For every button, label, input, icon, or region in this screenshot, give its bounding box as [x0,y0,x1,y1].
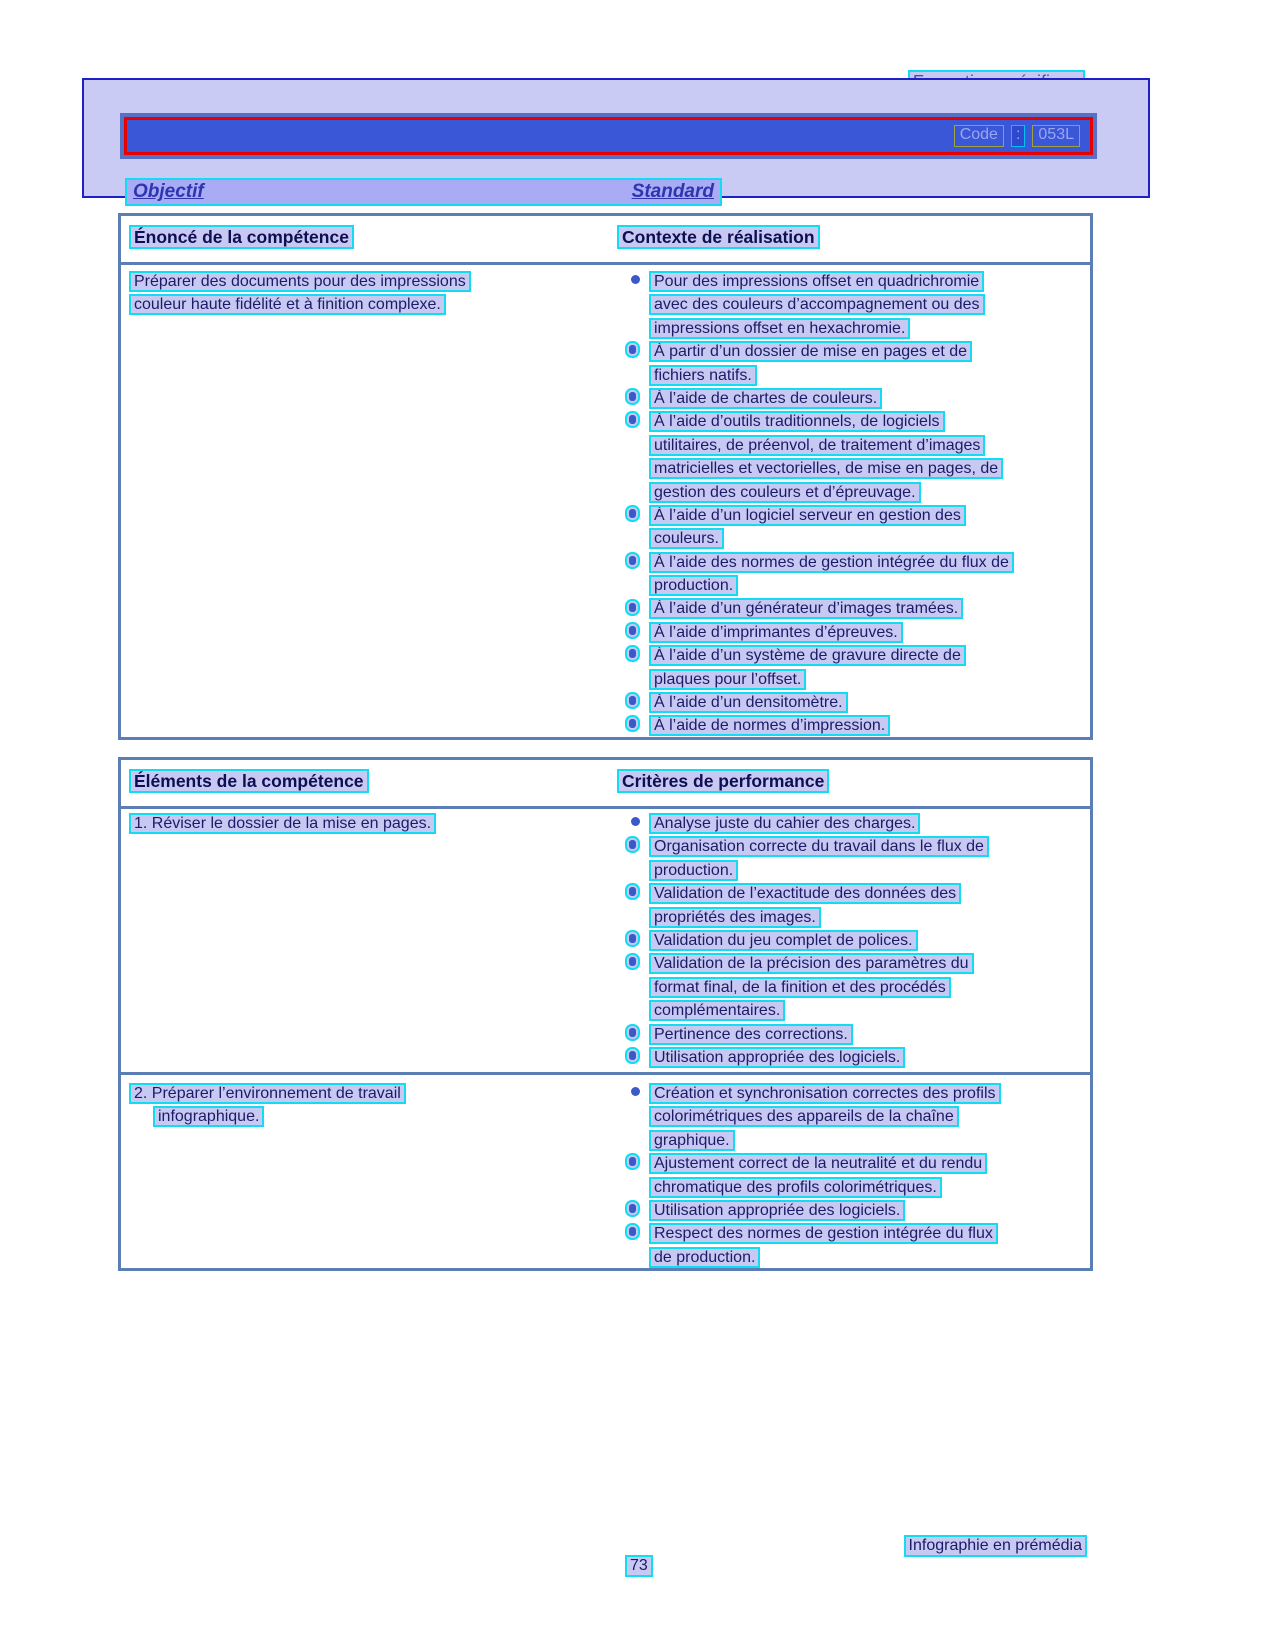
highlighted-text: format final, de la finition et des procédés [651,979,949,996]
table1-left-cell [131,270,469,317]
code-banner [120,113,1097,159]
table1-col2-header: Contexte de réalisation [619,227,818,247]
highlighted-text: À l’aide de chartes de couleurs. [651,390,880,407]
bullet-dot-icon [629,392,636,401]
bullet-dot-icon [629,957,636,966]
highlighted-text: Pertinence des corrections. [651,1026,851,1043]
text-line [619,293,1012,316]
bullet-dot-icon [629,840,636,849]
text-line [619,1199,999,1222]
standard-label: Standard [631,181,714,202]
bullet-cell [619,340,651,363]
highlighted-text: Validation du jeu complet de polices. [651,932,916,949]
bullet-cell [619,504,651,527]
bullet-cell [619,1199,651,1222]
text-line [619,481,1012,504]
highlighted-text: À l’aide d’un système de gravure directe de [651,647,964,664]
bullet-cell [619,1082,651,1105]
text-line [619,410,1012,433]
highlighted-text: production. [651,577,736,594]
highlighted-text: Ajustement correct de la neutralité et du rendu [651,1155,985,1172]
highlighted-text: Préparer des documents pour des impressions [131,273,469,290]
bullet-dot-icon [629,626,636,635]
bullet-dot-icon [629,696,636,705]
text-line [619,317,1012,340]
bullet-dot-icon [629,415,636,424]
title-box [82,78,1150,202]
highlighted-text: colorimétriques des appareils de la chaîne [651,1108,957,1125]
text-line [619,835,987,858]
bullet-dot-icon [631,275,640,284]
highlighted-text: À l’aide des normes de gestion intégrée du flux de [651,554,1012,571]
highlighted-text: matricielles et vectorielles, de mise en pages, de [651,460,1001,477]
text-line [619,621,1012,644]
text-line [131,1082,404,1105]
bullet-cell [619,1222,651,1245]
bullet-dot-icon [631,1087,640,1096]
bullet-cell [619,1152,651,1175]
highlighted-text: À partir d’un dossier de mise en pages et de [651,343,970,360]
bullet-dot-icon [629,934,636,943]
text-line [619,859,987,882]
text-line [619,999,987,1022]
text-line [619,527,1012,550]
text-line [619,457,1012,480]
text-line [619,1222,999,1245]
page-number: 73 [627,1557,651,1575]
bullet-dot-icon [629,1028,636,1037]
text-line [619,691,1012,714]
table2-row1-left-cell [131,812,434,835]
highlighted-text: À l’aide d’un densitomètre. [651,694,846,711]
bullet-cell [619,1023,651,1046]
highlighted-text: Analyse juste du cahier des charges. [651,815,918,832]
bullet-dot-icon [629,1051,636,1060]
highlighted-text: complémentaires. [651,1002,783,1019]
highlighted-text: Validation de la précision des paramètres du [651,955,972,972]
text-line [619,1082,999,1105]
highlighted-text: Création et synchronisation correctes des profils [651,1085,999,1102]
highlighted-text: À l’aide d’un logiciel serveur en gestion des [651,507,964,524]
highlighted-text: À l’aide d’outils traditionnels, de logiciels [651,413,943,430]
bullet-cell [619,835,651,858]
bullet-dot-icon [629,887,636,896]
table1-header-row [121,216,1090,265]
text-line [619,574,1012,597]
table2-row1-right-cell [619,812,987,1069]
text-line [619,1176,999,1199]
text-line [619,504,1012,527]
text-line [619,906,987,929]
bullet-cell [619,812,651,835]
highlighted-text: Respect des normes de gestion intégrée du flux [651,1225,996,1242]
text-line [619,812,987,835]
bullet-cell [619,929,651,952]
bullet-cell [619,270,651,293]
highlighted-text: utilitaires, de préenvol, de traitement d’images [651,437,983,454]
text-line [131,812,434,835]
table2-header-row [121,760,1090,809]
text-line [619,364,1012,387]
bullet-cell [619,1046,651,1069]
text-line [619,1152,999,1175]
text-line [155,1105,404,1128]
text-line [131,270,469,293]
highlighted-text: fichiers natifs. [651,367,755,384]
bullet-dot-icon [629,345,636,354]
bullet-dot-icon [629,649,636,658]
code-label: Code [954,125,1004,147]
text-line [619,387,1012,410]
bullet-cell [619,714,651,737]
highlighted-text: graphique. [651,1132,733,1149]
highlighted-text: À l’aide de normes d’impression. [651,717,888,734]
highlighted-text: 2. Préparer l’environnement de travail [131,1085,404,1102]
table2-row-divider [121,1072,1090,1075]
table-elements-criteres [118,757,1093,1271]
highlighted-text: Utilisation appropriée des logiciels. [651,1202,903,1219]
bullet-cell [619,551,651,574]
bullet-cell [619,952,651,975]
bullet-cell [619,882,651,905]
table2-col1-header: Éléments de la compétence [131,771,367,791]
code-banner-inner [124,117,1093,155]
highlighted-text: avec des couleurs d’accompagnement ou des [651,296,983,313]
table2-row2-left-cell [131,1082,404,1129]
bullet-dot-icon [629,1157,636,1166]
text-line [619,882,987,905]
highlighted-text: plaques pour l’offset. [651,671,804,688]
bullet-cell [619,644,651,667]
highlighted-text: À l’aide d’imprimantes d’épreuves. [651,624,901,641]
highlighted-text: propriétés des images. [651,909,819,926]
text-line [619,668,1012,691]
bullet-dot-icon [629,509,636,518]
table2-row2-right-cell [619,1082,999,1269]
code-separator: : [1011,125,1025,147]
highlighted-text: couleurs. [651,530,722,547]
text-line [619,1246,999,1269]
bullet-dot-icon [631,817,640,826]
highlighted-text: Utilisation appropriée des logiciels. [651,1049,903,1066]
text-line [619,434,1012,457]
bullet-dot-icon [629,603,636,612]
bullet-dot-icon [629,1204,636,1213]
objectif-standard-strip [127,180,720,204]
text-line [619,976,987,999]
highlighted-text: gestion des couleurs et d’épreuvage. [651,484,919,501]
text-line [619,929,987,952]
text-line [619,1105,999,1128]
highlighted-text: Validation de l’exactitude des données des [651,885,959,902]
bullet-dot-icon [629,719,636,728]
highlighted-text: couleur haute fidélité et à finition complexe. [131,296,444,313]
bullet-cell [619,598,651,621]
text-line [619,270,1012,293]
highlighted-text: infographique. [155,1108,262,1125]
text-line [131,293,469,316]
table1-right-cell [619,270,1012,738]
bullet-cell [619,691,651,714]
text-line [619,1023,987,1046]
bullet-cell [619,621,651,644]
highlighted-text: Organisation correcte du travail dans le flux de [651,838,987,855]
code-value: 053L [1032,125,1080,147]
text-line [619,644,1012,667]
highlighted-text: production. [651,862,736,879]
text-line [619,597,1012,620]
bullet-cell [619,387,651,410]
footer-program-name: Infographie en prémédia [906,1537,1085,1555]
table2-col2-header: Critères de performance [619,771,827,791]
table-enonce-contexte [118,213,1093,740]
objectif-label: Objectif [133,181,204,202]
bullet-cell [619,410,651,433]
text-line [619,1129,999,1152]
highlighted-text: Pour des impressions offset en quadrichromie [651,273,982,290]
highlighted-text: de production. [651,1249,758,1266]
highlighted-text: 1. Réviser le dossier de la mise en pages. [131,815,434,832]
text-line [619,340,1012,363]
text-line [619,714,1012,737]
highlighted-text: impressions offset en hexachromie. [651,320,908,337]
highlighted-text: À l’aide d’un générateur d’images tramées. [651,600,961,617]
table1-col1-header: Énoncé de la compétence [131,227,352,247]
text-line [619,1046,987,1069]
highlighted-text: chromatique des profils colorimétriques. [651,1179,940,1196]
text-line [619,551,1012,574]
bullet-dot-icon [629,1227,636,1236]
bullet-dot-icon [629,556,636,565]
text-line [619,952,987,975]
